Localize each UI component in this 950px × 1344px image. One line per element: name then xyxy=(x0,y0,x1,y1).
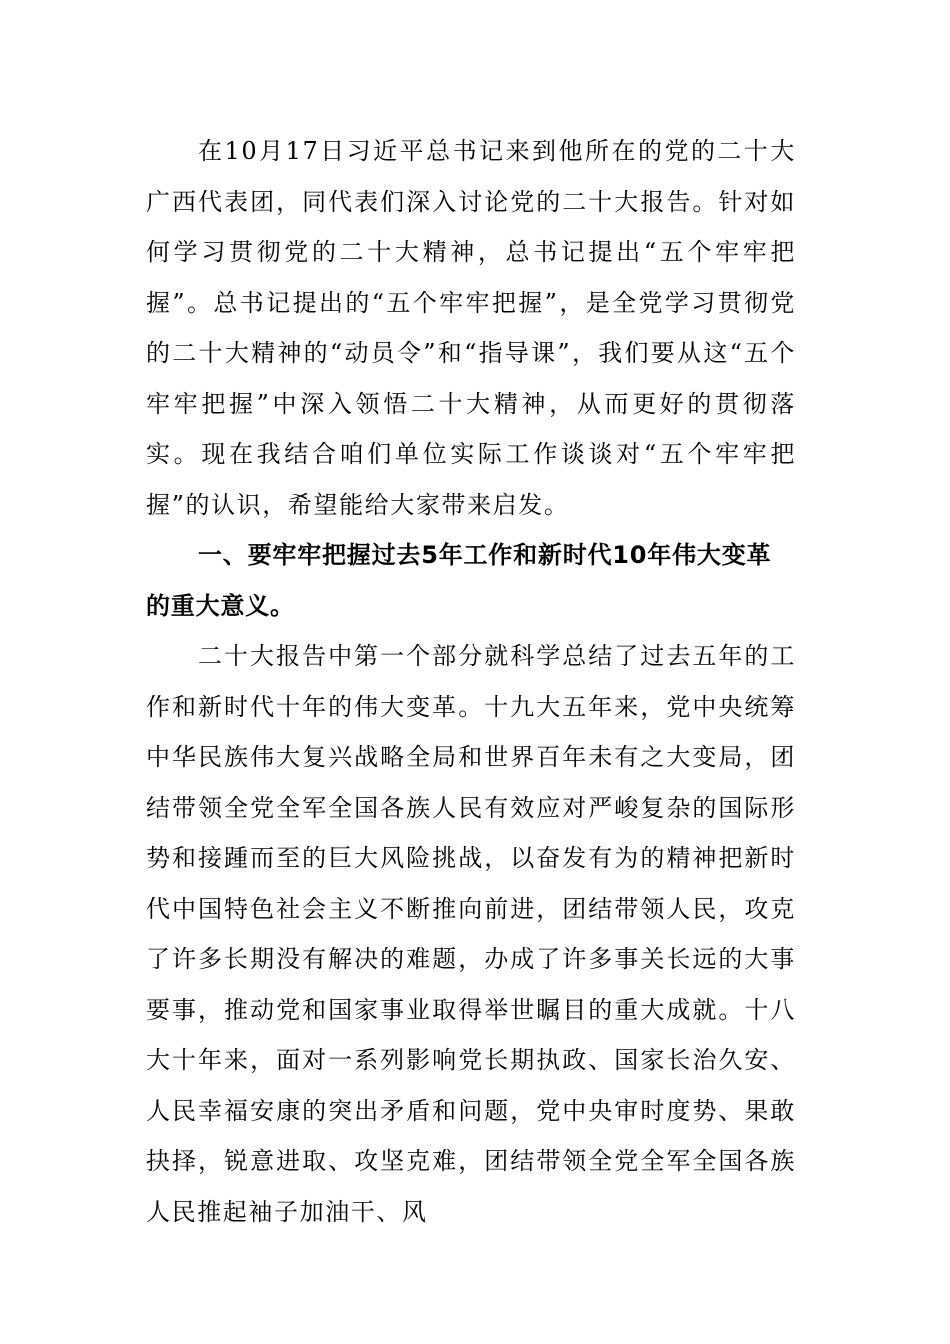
paragraph-text: 二十大报告中第一个部分就科学总结了过去五年的工作和新时代十年的伟大变革。十九大五年来，党中央统筹中华民族伟大复兴战略全局和世界百年未有之大变局，团结带领全党全军全国各族人民有效应对严峻复杂的国际形势和接踵而至的巨大风险挑战，以奋发有为的精神把新时代中国特色社会主义不断推向前进，团结带领人民，攻克了许多长期没有解决的难题，办成了许多事关长远的大事要事，推动党和国家事业取得举世瞩目的重大成就。十八大十年来，面对一系列影响党长期执政、国家长治久安、人民幸福安康的突出矛盾和问题，党中央审时度势、果敢抉择，锐意进取、攻坚克难，团结带领全党全军全国各族人民推起袖子加油干、风 xyxy=(146,642,796,1226)
heading-text: 一、要牢牢把握过去5年工作和新时代10年伟大变革的重大意义。 xyxy=(146,541,772,620)
paragraph-text: 在10月17日习近平总书记来到他所在的党的二十大广西代表团，同代表们深入讨论党的二十大报告。针对如何学习贯彻党的二十大精神，总书记提出“五个牢牢把握”。总书记提出的“五个牢牢把握”，是全党学习贯彻党的二十大精神的“动员令”和“指导课”，我们要从这“五个牢牢把握”中深入领悟二十大精神，从而更好的贯彻落实。现在我结合咱们单位实际工作谈谈对“五个牢牢把握”的认识，希望能给大家带来启发。 xyxy=(146,137,796,519)
intro-paragraph xyxy=(146,126,796,530)
section-heading xyxy=(146,530,796,631)
body-paragraph xyxy=(146,631,796,1237)
